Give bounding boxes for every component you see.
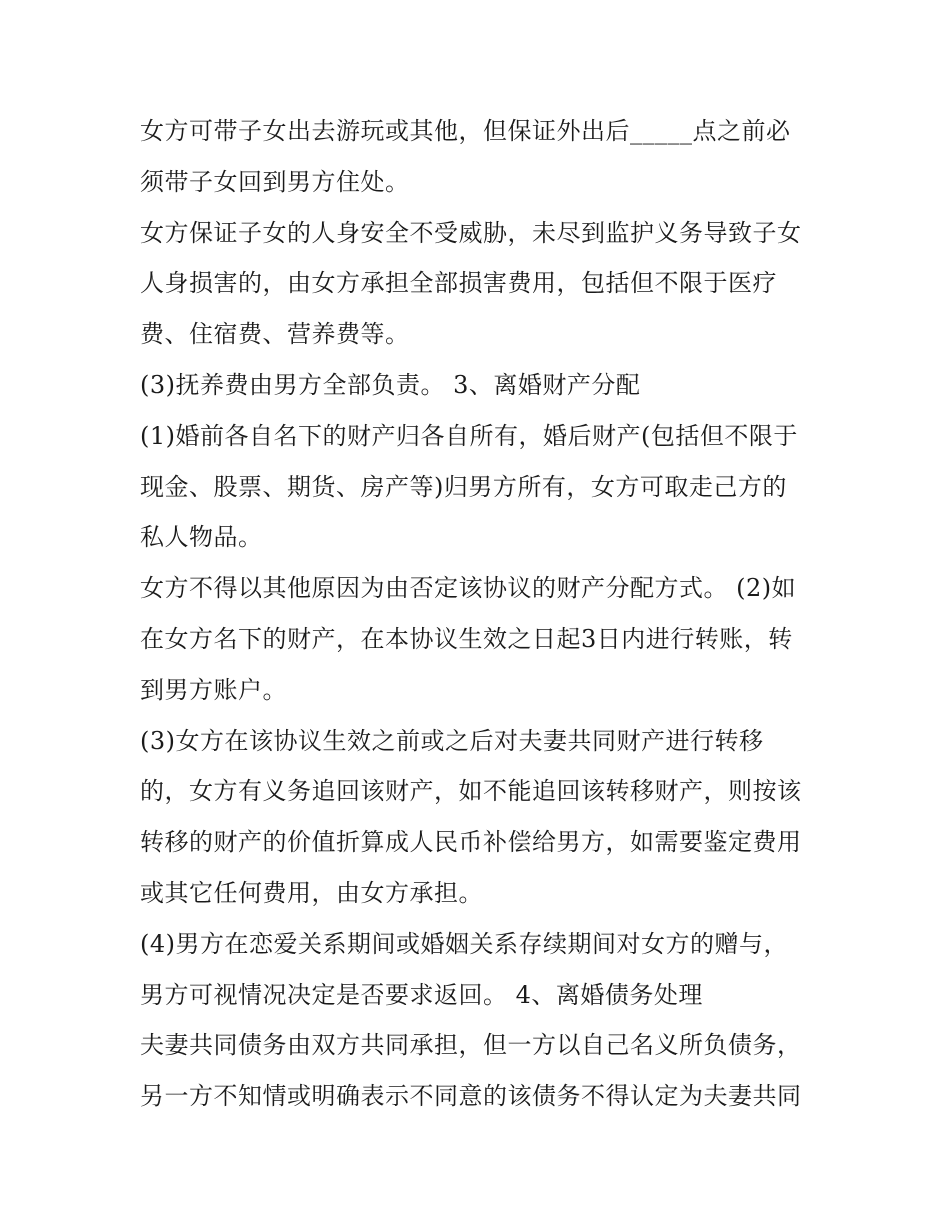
text-line-16: 或其它任何费用，由女方承担。 (140, 878, 483, 907)
text-line-12: 到男方账户。 (140, 675, 287, 704)
text-line-3: 女方保证子女的人身安全不受威胁，未尽到监护义务导致子女 (140, 218, 802, 247)
text-line-2: 须带子女回到男方住处。 (140, 167, 410, 196)
text-line-15: 转移的财产的价值折算成人民币补偿给男方，如需要鉴定费用 (140, 828, 802, 857)
text-line-14: 的，女方有义务追回该财产，如不能追回该转移财产，则按该 (140, 777, 802, 806)
text-line-20: 另一方不知情或明确表示不同意的该债务不得认定为夫妻共同 (140, 1082, 802, 1111)
text-line-13: (3)女方在该协议生效之前或之后对夫妻共同财产进行转移 (140, 726, 764, 755)
text-line-1: 女方可带子女出去游玩或其他，但保证外出后_____点之前必 (140, 117, 791, 145)
text-line-19: 夫妻共同债务由双方共同承担，但一方以自己名义所负债务， (140, 1031, 802, 1060)
text-line-7: (1)婚前各自名下的财产归各自所有，婚后财产(包括但不限于 (140, 421, 798, 450)
text-line-6: (3)抚养费由男方全部负责。 3、离婚财产分配 (140, 370, 641, 399)
text-line-11: 在女方名下的财产，在本协议生效之日起3日内进行转账，转 (140, 624, 793, 653)
text-line-9: 私人物品。 (140, 523, 263, 552)
text-line-17: (4)男方在恋爱关系期间或婚姻关系存续期间对女方的赠与， (140, 929, 788, 958)
text-line-5: 费、住宿费、营养费等。 (140, 320, 410, 349)
text-line-4: 人身损害的，由女方承担全部损害费用，包括但不限于医疗 (140, 269, 777, 298)
text-line-10: 女方不得以其他原因为由否定该协议的财产分配方式。 (2)如 (140, 574, 797, 603)
text-line-8: 现金、股票、期货、房产等)归男方所有，女方可取走己方的 (140, 472, 787, 501)
document-body (140, 106, 830, 1122)
text-line-18: 男方可视情况决定是否要求返回。 4、离婚债务处理 (140, 980, 703, 1009)
